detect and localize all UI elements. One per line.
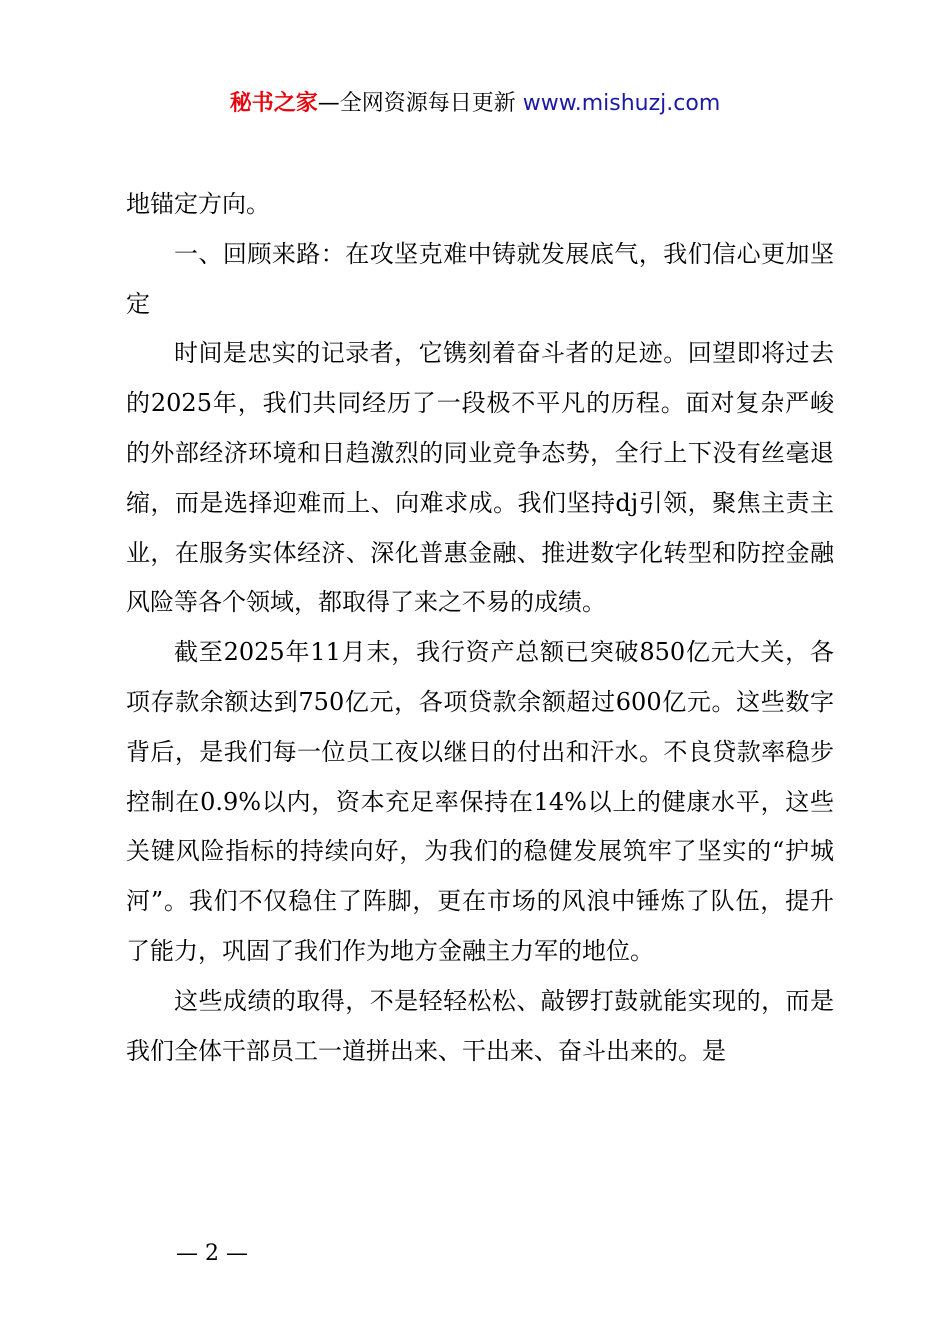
paragraph: 这些成绩的取得，不是轻轻松松、敲锣打鼓就能实现的，而是我们全体干部员工一道拼出来、干出来、奋斗出来的。是 <box>126 986 834 1065</box>
site-slogan: —全网资源每日更新 <box>317 91 523 116</box>
document-body <box>126 180 834 1076</box>
paragraph: 截至2025年11月末，我行资产总额已突破850亿元大关，各项存款余额达到750亿元，各项贷款余额超过600亿元。这些数字背后，是我们每一位员工夜以继日的付出和汗水。不良贷款率稳步控制在0.9%以内，资本充足率保持在14%以上的健康水平，这些关键风险指标的持续向好，为我们的稳健发展筑牢了坚实的“护城河”。我们不仅稳住了阵脚，更在市场的风浪中锤炼了队伍，提升了能力，巩固了我们作为地方金融主力军的地位。 <box>126 638 834 965</box>
site-brand-name: 秘书之家 <box>229 91 318 116</box>
paragraph: 时间是忠实的记录者，它镌刻着奋斗者的足迹。回望即将过去的2025年，我们共同经历了一段极不平凡的历程。面对复杂严峻的外部经济环境和日趋激烈的同业竞争态势，全行上下没有丝毫退缩，而是选择迎难而上、向难求成。我们坚持dj引领，聚焦主责主业，在服务实体经济、深化普惠金融、推进数字化转型和防控金融风险等各个领域，都取得了来之不易的成绩。 <box>126 339 834 617</box>
paragraph-continuation: 地锚定方向。 <box>126 190 270 218</box>
site-url: www.mishuzj.com <box>522 91 721 116</box>
site-watermark-header <box>0 86 950 122</box>
page-number: — 2 — <box>176 1241 248 1266</box>
section-heading: 一、回顾来路：在攻坚克难中铸就发展底气，我们信心更加坚定 <box>126 239 834 318</box>
